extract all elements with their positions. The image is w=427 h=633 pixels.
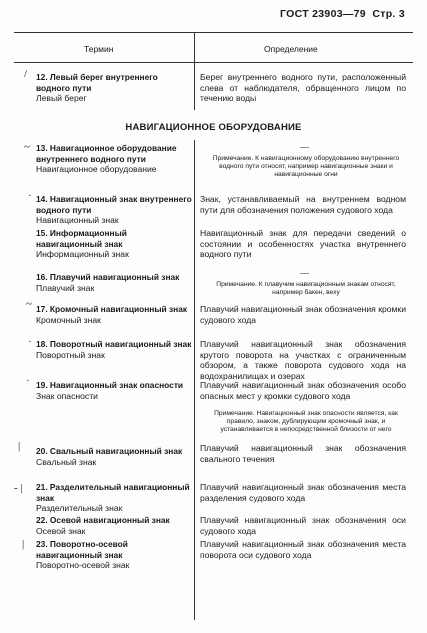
section-title: НАВИГАЦИОННОЕ ОБОРУДОВАНИЕ xyxy=(125,122,302,133)
margin-mark: · xyxy=(26,375,30,387)
entry-14-term: 14. Навигационный знак внутреннего водного пути Навигационный знак xyxy=(36,194,192,225)
page-number: Стр. 3 xyxy=(372,8,405,20)
entry-17-term: 17. Кромочный навигационный знак Кромочный знак xyxy=(36,304,188,325)
entry-15-definition: Навигационный знак для передачи сведений о состоянии и особенностях участка внутреннего водного пути xyxy=(200,228,406,259)
margin-mark: · xyxy=(28,336,32,348)
entry-19-definition: Плавучий навигационный знак обозначения особо опасных мест у кромки судового хода xyxy=(200,380,406,401)
term-text: Поворотный навигационный знак xyxy=(49,339,192,349)
table-top-rule xyxy=(14,32,413,33)
entry-22-term: 22. Осевой навигационный знак Осевой знак xyxy=(36,515,170,536)
standard-code: ГОСТ 23903—79 xyxy=(280,8,366,20)
term-synonym: Разделительный знак xyxy=(36,503,123,513)
term-synonym: Свальный знак xyxy=(36,456,97,467)
entry-20-definition: Плавучий навигационный знак обозначения свального течения xyxy=(200,443,406,464)
entry-21-definition: Плавучий навигационный знак обозначения места разделения судового хода xyxy=(200,482,406,503)
entry-20-term: 20. Свальный навигационный знак Свальный знак xyxy=(36,446,183,467)
term-text: Свальный навигационный знак xyxy=(49,446,183,456)
entry-18-definition: Плавучий навигационный знак обозначения крутого поворота на участках с ограниченным обзором, а также поворота судового хода на водохранилищах и озерах xyxy=(200,339,406,381)
entry-14-definition: Знак, устанавливаемый на внутреннем водном пути для обозначения положения судового хода xyxy=(200,194,406,215)
entry-12-definition: Берег внутреннего водного пути, расположенный слева от наблюдателя, обращенного лицом по течению воды xyxy=(200,72,406,103)
margin-mark: ~ xyxy=(24,141,30,153)
entry-23-term: 23. Поворотно-осевой навигационный знак Поворотно-осевой знак xyxy=(36,539,130,570)
term-text: Левый берег внутреннего водного пути xyxy=(36,72,158,93)
term-synonym: Знак опасности xyxy=(36,390,98,401)
term-synonym: Информационный знак xyxy=(36,249,129,259)
margin-mark: · xyxy=(28,190,32,202)
term-synonym: Навигационное оборудование xyxy=(36,164,157,174)
entry-13-term: 13. Навигационное оборудование внутреннего водного пути Навигационное оборудование xyxy=(36,143,177,174)
entry-21-term: 21. Разделительный навигационный знак Разделительный знак xyxy=(36,482,190,513)
term-text: Навигационное оборудование внутреннего водного пути xyxy=(36,143,177,164)
term-text: Осевой навигационный знак xyxy=(49,515,170,525)
column-divider-main xyxy=(194,140,195,620)
entry-16-note: Примечание. К плавучим навигационным знакам относят, например бакен, веху xyxy=(216,281,396,296)
term-synonym: Осевой знак xyxy=(36,525,86,536)
margin-mark: - | xyxy=(14,482,23,494)
entry-13-note: Примечание. К навигационному оборудованию внутреннего водного пути относят, например навигационные знаки и навигационные огни xyxy=(212,155,400,178)
term-text: Навигационный знак внутреннего водного пути xyxy=(36,194,192,215)
term-synonym: Кромочный знак xyxy=(36,314,101,325)
column-header-definition: Определение xyxy=(264,44,318,54)
no-definition-dash: — xyxy=(300,142,309,152)
entry-22-definition: Плавучий навигационный знак обозначения оси судового хода xyxy=(200,515,406,536)
term-text: Поворотно-осевой навигационный знак xyxy=(36,539,128,560)
term-text: Плавучий навигационный знак xyxy=(49,272,180,282)
term-synonym: Плавучий знак xyxy=(36,282,95,293)
entry-17-definition: Плавучий навигационный знак обозначения кромки судового хода xyxy=(200,304,406,325)
entry-12-term: 12. Левый берег внутреннего водного пути Левый берег xyxy=(36,72,158,103)
term-text: Навигационный знак опасности xyxy=(49,380,184,390)
table-header-rule xyxy=(14,62,413,63)
page-header xyxy=(280,8,405,20)
entry-23-definition: Плавучий навигационный знак обозначения места поворота оси судового хода xyxy=(200,539,406,560)
margin-mark: | xyxy=(22,538,25,550)
margin-mark: | xyxy=(18,440,21,452)
column-header-term: Термин xyxy=(84,44,114,54)
entry-19-note: Примечание. Навигационный знак опасности является, как правило, знаком, дублирующим кромочный знак, и устанавливается в непосредственной близости от него xyxy=(214,410,398,433)
entry-18-term: 18. Поворотный навигационный знак Поворотный знак xyxy=(36,339,192,360)
term-synonym: Навигационный знак xyxy=(36,215,119,225)
entry-19-term: 19. Навигационный знак опасности Знак опасности xyxy=(36,380,184,401)
entry-16-term: 16. Плавучий навигационный знак Плавучий знак xyxy=(36,272,180,293)
no-definition-dash: — xyxy=(300,268,309,278)
term-text: Кромочный навигационный знак xyxy=(49,304,188,314)
term-synonym: Поворотно-осевой знак xyxy=(36,560,130,570)
entry-15-term: 15. Информационный навигационный знак Информационный знак xyxy=(36,228,129,259)
term-synonym: Левый берег xyxy=(36,93,87,103)
term-text: Разделительный навигационный знак xyxy=(36,482,190,503)
term-synonym: Поворотный знак xyxy=(36,349,105,360)
column-divider-top xyxy=(194,32,195,110)
margin-mark: / xyxy=(24,68,28,80)
margin-mark: ~ xyxy=(26,298,32,310)
term-text: Информационный навигационный знак xyxy=(36,228,127,249)
